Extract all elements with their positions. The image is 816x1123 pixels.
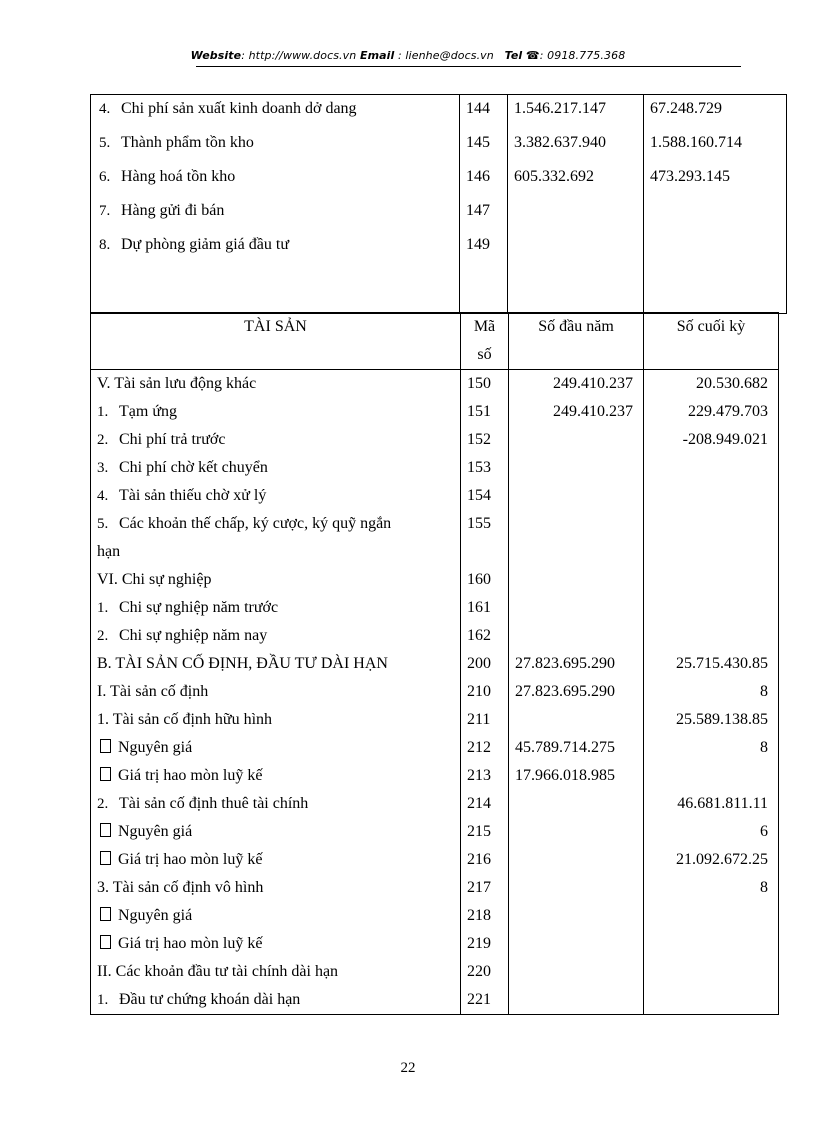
table-row (91, 566, 779, 594)
table-row (91, 650, 779, 678)
row-code: 145 (460, 129, 508, 163)
row-begin (509, 930, 644, 958)
table-row (91, 426, 779, 454)
row-label-cell (91, 846, 461, 874)
row-end: 25.589.138.85 (644, 706, 779, 734)
row-end: 1.588.160.714 (644, 129, 787, 163)
blank-cell (508, 265, 644, 314)
row-label-cell (91, 986, 461, 1015)
row-begin (509, 986, 644, 1015)
row-label-cell (91, 678, 461, 706)
assets-table (90, 312, 779, 1015)
row-code: 213 (461, 762, 509, 790)
table-row (91, 398, 779, 426)
row-label-cell (91, 706, 461, 734)
row-label-cell (91, 622, 461, 650)
row-end: 6 (644, 818, 779, 846)
row-begin (509, 902, 644, 930)
tel-label: Tel (504, 49, 523, 62)
row-code: 215 (461, 818, 509, 846)
row-label: Đầu tư chứng khoán dài hạn (119, 991, 301, 1008)
row-code: 211 (461, 706, 509, 734)
row-label: Nguyên giá (118, 907, 193, 924)
row-label-cell (91, 398, 461, 426)
row-label: hạn (97, 543, 121, 560)
row-label-cell (91, 734, 461, 762)
row-code: 162 (461, 622, 509, 650)
row-begin (509, 510, 644, 538)
row-label: Các khoản thế chấp, ký cược, ký quỹ ngắn (119, 515, 392, 532)
row-number: 2. (97, 432, 109, 448)
row-end (644, 566, 779, 594)
bullet-box-icon (100, 823, 111, 837)
row-end: 8 (644, 734, 779, 762)
row-code: 214 (461, 790, 509, 818)
row-code: 161 (461, 594, 509, 622)
website-value: : http://www.docs.vn (241, 49, 357, 62)
row-end (644, 538, 779, 566)
row-label: Tài sản cố định thuê tài chính (119, 795, 309, 812)
phone-icon: ☎ (525, 49, 540, 62)
row-end (644, 482, 779, 510)
table-row (91, 874, 779, 902)
table-row (91, 706, 779, 734)
row-begin: 45.789.714.275 (509, 734, 644, 762)
row-end: 8 (644, 678, 779, 706)
row-code: 220 (461, 958, 509, 986)
table-row-blank (91, 265, 787, 314)
row-code: 212 (461, 734, 509, 762)
row-number: 1. (97, 600, 109, 616)
row-end (644, 454, 779, 482)
row-label-cell (91, 454, 461, 482)
row-label-cell (91, 874, 461, 902)
row-number: 6. (99, 169, 111, 185)
table-row (91, 986, 779, 1015)
blank-cell (460, 265, 508, 314)
header-begin: Số đầu năm (509, 313, 644, 370)
row-label-cell (91, 594, 461, 622)
row-code: 218 (461, 902, 509, 930)
row-end: 473.293.145 (644, 163, 787, 197)
row-label-cell (91, 163, 460, 197)
row-end: 21.092.672.25 (644, 846, 779, 874)
row-begin: 27.823.695.290 (509, 678, 644, 706)
row-label: Thành phẩm tồn kho (121, 134, 254, 151)
header-code-line2: số (477, 346, 492, 363)
row-begin (509, 874, 644, 902)
header-code (461, 313, 509, 370)
row-label: Nguyên giá (118, 739, 193, 756)
email-value: : lienhe@docs.vn (394, 49, 494, 62)
row-label-cell (91, 762, 461, 790)
row-label-cell (91, 197, 460, 231)
table-row (91, 454, 779, 482)
row-begin (509, 706, 644, 734)
row-begin: 249.410.237 (509, 370, 644, 399)
table-row (91, 958, 779, 986)
bullet-box-icon (100, 907, 111, 921)
row-label: Hàng hoá tồn kho (121, 168, 236, 185)
row-label-cell (91, 95, 460, 130)
row-end (644, 902, 779, 930)
table-row (91, 231, 787, 265)
website-label: Website (190, 49, 242, 62)
table-row (91, 129, 787, 163)
table-row (91, 370, 779, 399)
row-code: 221 (461, 986, 509, 1015)
row-end: 229.479.703 (644, 398, 779, 426)
row-label: I. Tài sản cố định (97, 683, 209, 700)
row-label: Tạm ứng (119, 403, 177, 420)
row-label-cell (91, 538, 461, 566)
row-code: 219 (461, 930, 509, 958)
table-row (91, 902, 779, 930)
row-number: 8. (99, 237, 111, 253)
row-begin (509, 594, 644, 622)
row-label: Tài sản thiếu chờ xử lý (119, 487, 267, 504)
table-row (91, 482, 779, 510)
row-end (644, 930, 779, 958)
row-label-cell (91, 902, 461, 930)
row-code: 216 (461, 846, 509, 874)
page-number: 22 (400, 1060, 416, 1076)
row-label: 1. Tài sản cố định hữu hình (97, 711, 273, 728)
bullet-box-icon (100, 739, 111, 753)
row-begin (509, 846, 644, 874)
row-end (644, 197, 787, 231)
blank-cell (644, 265, 787, 314)
row-label: Nguyên giá (118, 823, 193, 840)
row-label-cell (91, 958, 461, 986)
row-label: Chi phí sản xuất kinh doanh dở dang (121, 100, 357, 117)
row-label: Giá trị hao mòn luỹ kế (118, 767, 263, 784)
row-end (644, 986, 779, 1015)
row-code: 153 (461, 454, 509, 482)
table-row (91, 538, 779, 566)
table-row (91, 790, 779, 818)
row-code: 152 (461, 426, 509, 454)
assets-table-header (91, 313, 779, 370)
row-number: 5. (99, 135, 111, 151)
row-label-cell (91, 482, 461, 510)
row-label: Hàng gửi đi bán (121, 202, 225, 219)
table-row (91, 818, 779, 846)
table-row (91, 594, 779, 622)
row-end: 20.530.682 (644, 370, 779, 399)
row-begin (509, 538, 644, 566)
table-row (91, 678, 779, 706)
header-asset: TÀI SẢN (91, 313, 461, 370)
row-code: 217 (461, 874, 509, 902)
row-code: 146 (460, 163, 508, 197)
row-begin: 27.823.695.290 (509, 650, 644, 678)
row-code (461, 538, 509, 566)
table-row (91, 622, 779, 650)
table-row (91, 930, 779, 958)
row-end (644, 231, 787, 265)
row-number: 5. (97, 516, 109, 532)
blank-cell (91, 265, 460, 314)
header-code-line1: Mã (473, 318, 496, 335)
row-label-cell (91, 370, 461, 399)
row-label: Giá trị hao mòn luỹ kế (118, 851, 263, 868)
bullet-box-icon (100, 767, 111, 781)
row-begin (509, 622, 644, 650)
row-number: 4. (97, 488, 109, 504)
row-begin (509, 818, 644, 846)
row-code: 149 (460, 231, 508, 265)
row-code: 147 (460, 197, 508, 231)
row-end (644, 622, 779, 650)
table-row (91, 846, 779, 874)
row-code: 160 (461, 566, 509, 594)
row-begin (508, 231, 644, 265)
row-number: 3. (97, 460, 109, 476)
row-end: 67.248.729 (644, 95, 787, 130)
row-label: 3. Tài sản cố định vô hình (97, 879, 264, 896)
page-header (0, 49, 816, 62)
header-end: Số cuối kỳ (644, 313, 779, 370)
row-end (644, 594, 779, 622)
row-end (644, 958, 779, 986)
table-row (91, 95, 787, 130)
row-label: Chi sự nghiệp năm nay (119, 627, 268, 644)
row-code: 154 (461, 482, 509, 510)
row-code: 144 (460, 95, 508, 130)
row-label: II. Các khoản đầu tư tài chính dài hạn (97, 963, 339, 980)
row-code: 210 (461, 678, 509, 706)
row-label: Chi phí trả trước (119, 431, 226, 448)
row-begin (509, 790, 644, 818)
row-label: Giá trị hao mòn luỹ kế (118, 935, 263, 952)
row-code: 150 (461, 370, 509, 399)
row-label-cell (91, 790, 461, 818)
table-row (91, 734, 779, 762)
table-row (91, 197, 787, 231)
bullet-box-icon (100, 935, 111, 949)
row-begin: 249.410.237 (509, 398, 644, 426)
row-end: 46.681.811.11 (644, 790, 779, 818)
table-row (91, 163, 787, 197)
row-code: 151 (461, 398, 509, 426)
row-begin: 17.966.018.985 (509, 762, 644, 790)
row-number: 1. (97, 404, 109, 420)
row-code: 200 (461, 650, 509, 678)
row-end: 25.715.430.85 (644, 650, 779, 678)
table-row (91, 762, 779, 790)
row-label-cell (91, 566, 461, 594)
row-number: 1. (97, 992, 109, 1008)
row-label-cell (91, 510, 461, 538)
tel-value: : 0918.775.368 (539, 49, 626, 62)
inventory-table (90, 94, 787, 314)
row-number: 4. (99, 101, 111, 117)
row-begin (509, 426, 644, 454)
row-label-cell (91, 930, 461, 958)
header-rule (196, 66, 741, 67)
row-begin (508, 197, 644, 231)
row-begin: 3.382.637.940 (508, 129, 644, 163)
row-label: Chi phí chờ kết chuyển (119, 459, 268, 476)
row-label-cell (91, 129, 460, 163)
row-begin: 605.332.692 (508, 163, 644, 197)
row-begin (509, 482, 644, 510)
bullet-box-icon (100, 851, 111, 865)
row-label-cell (91, 650, 461, 678)
row-begin: 1.546.217.147 (508, 95, 644, 130)
row-end: 8 (644, 874, 779, 902)
row-label-cell (91, 818, 461, 846)
row-label-cell (91, 426, 461, 454)
row-begin (509, 566, 644, 594)
row-end: -208.949.021 (644, 426, 779, 454)
row-label-cell (91, 231, 460, 265)
email-label: Email (359, 49, 395, 62)
row-end (644, 510, 779, 538)
row-number: 2. (97, 628, 109, 644)
row-begin (509, 454, 644, 482)
row-end (644, 762, 779, 790)
row-begin (509, 958, 644, 986)
row-label: B. TÀI SẢN CỐ ĐỊNH, ĐẦU TƯ DÀI HẠN (97, 655, 388, 672)
row-label: Dự phòng giảm giá đầu tư (121, 236, 289, 253)
row-label: V. Tài sản lưu động khác (97, 375, 257, 392)
row-label: Chi sự nghiệp năm trước (119, 599, 279, 616)
row-number: 2. (97, 796, 109, 812)
table-row (91, 510, 779, 538)
row-label: VI. Chi sự nghiệp (97, 571, 212, 588)
row-number: 7. (99, 203, 111, 219)
row-code: 155 (461, 510, 509, 538)
